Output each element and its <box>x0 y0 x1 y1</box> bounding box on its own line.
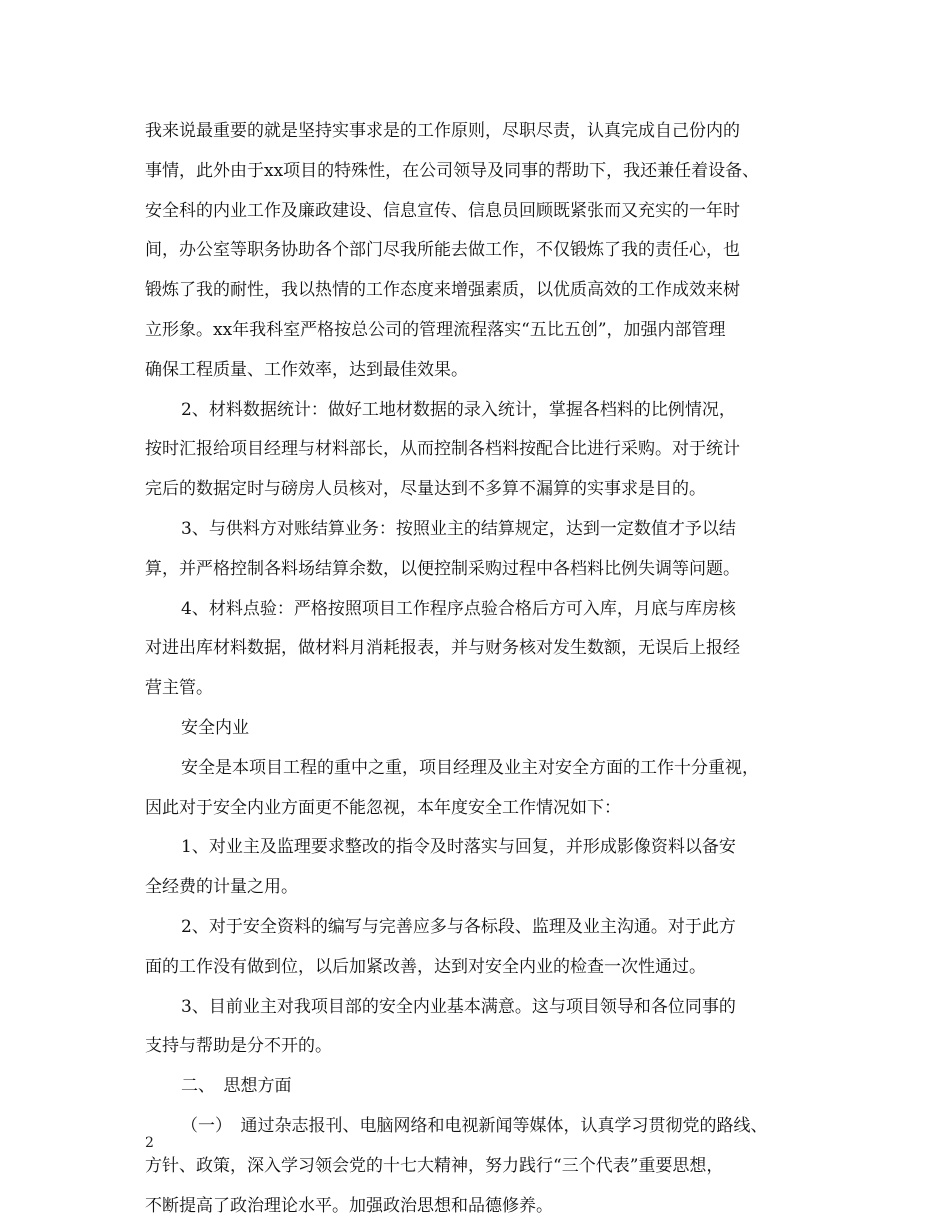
paragraph-first-line: 2、材料数据统计：做好工地材数据的录入统计，掌握各档料的比例情况， <box>181 399 736 420</box>
text-line: 立形象。xx年我科室严格按总公司的管理流程落实“五比五创”，加强内部管理 <box>145 319 726 340</box>
text-line: 因此对于安全内业方面更不能忽视，本年度安全工作情况如下： <box>145 797 621 818</box>
text-line: 营主管。 <box>145 678 213 699</box>
paragraph-first-line: （一） 通过杂志报刊、电脑网络和电视新闻等媒体，认真学习贯彻党的路线、 <box>181 1115 768 1136</box>
text-line: 面的工作没有做到位，以后加紧改善，达到对安全内业的检查一次性通过。 <box>145 956 706 977</box>
text-line: 方针、政策，深入学习领会党的十七大精神，努力践行“三个代表”重要思想， <box>145 1155 724 1176</box>
text-line: 间，办公室等职务协助各个部门尽我所能去做工作，不仅锻炼了我的责任心，也 <box>145 240 740 261</box>
paragraph-first-line: 安全是本项目工程的重中之重，项目经理及业主对安全方面的工作十分重视， <box>181 757 759 778</box>
paragraph-first-line: 1、对业主及监理要求整改的指令及时落实与回复，并形成影像资料以备安 <box>181 837 736 858</box>
section-heading: 二、 思想方面 <box>181 1076 292 1097</box>
text-line: 支持与帮助是分不开的。 <box>145 1036 332 1057</box>
text-line: 全经费的计量之用。 <box>145 877 298 898</box>
page-number: 2 <box>145 1135 154 1151</box>
paragraph-first-line: 2、对于安全资料的编写与完善应多与各标段、监理及业主沟通。对于此方 <box>181 916 736 937</box>
document-body <box>145 112 835 1226</box>
text-line: 按时汇报给项目经理与材料部长，从而控制各档料按配合比进行采购。对于统计 <box>145 439 740 460</box>
text-line: 我来说最重要的就是坚持实事求是的工作原则，尽职尽责，认真完成自己份内的 <box>145 121 740 141</box>
text-line: 对进出库材料数据，做材料月消耗报表，并与财务核对发生数额，无误后上报经 <box>145 638 740 659</box>
text-line: 不断提高了政治理论水平。加强政治思想和品德修养。 <box>145 1195 553 1216</box>
paragraph-first-line: 4、材料点验：严格按照项目工作程序点验合格后方可入库，月底与库房核 <box>181 598 736 619</box>
paragraph-first-line: 3、与供料方对账结算业务：按照业主的结算规定，达到一定数值才予以结 <box>181 518 736 539</box>
text-line: 完后的数据定时与磅房人员核对，尽量达到不多算不漏算的实事求是目的。 <box>145 479 706 500</box>
text-line: 确保工程质量、工作效率，达到最佳效果。 <box>145 359 468 380</box>
text-line: 锻炼了我的耐性，我以热情的工作态度来增强素质，以优质高效的工作成效来树 <box>145 280 740 301</box>
text-line: 算，并严格控制各料场结算余数，以便控制采购过程中各档料比例失调等问题。 <box>145 558 740 579</box>
paragraph-first-line: 3、目前业主对我项目部的安全内业基本满意。这与项目领导和各位同事的 <box>181 996 736 1017</box>
section-heading: 安全内业 <box>181 717 249 738</box>
text-line: 安全科的内业工作及廉政建设、信息宣传、信息员回顾既紧张而又充实的一年时 <box>145 200 740 221</box>
text-line: 事情，此外由于xx项目的特殊性，在公司领导及同事的帮助下，我还兼任着设备、 <box>145 160 760 181</box>
